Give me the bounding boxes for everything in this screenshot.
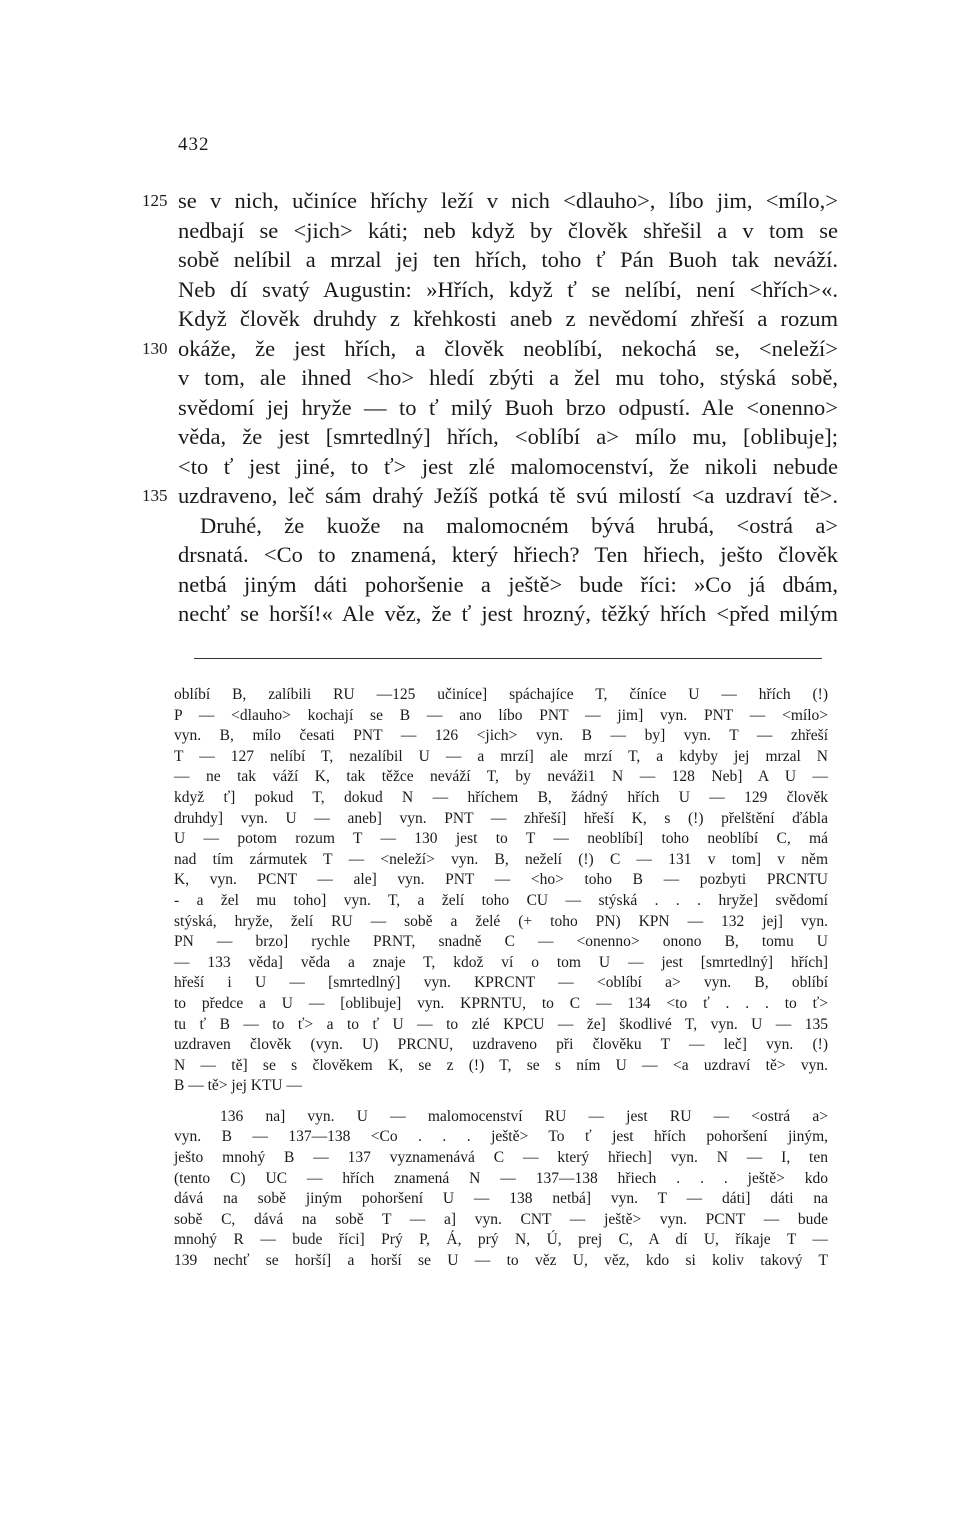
apparatus-line: — 133 věda] věda a znaje T, kdož ví o tom U — jest [smrtedlný] hřích] bbox=[174, 953, 828, 971]
apparatus-line: vyn. B — 137—138 <Co . . . ještě> To ť jest hřích pohoršení jiným, bbox=[174, 1128, 828, 1146]
line-text: věda, že jest [smrtedlný] hřích, <oblíbí a> mílo mu, [oblibuje]; bbox=[178, 424, 838, 449]
text-line bbox=[178, 570, 838, 600]
apparatus-line: — ne tak váží K, tak těžce neváží T, by neváži1 N — 128 Neb] A U — bbox=[174, 768, 828, 786]
line-text: svědomí jej hryže — to ť milý Buoh brzo odpustí. Ale <onenno> bbox=[178, 394, 838, 420]
line-text: netbá jiným dáti pohoršenie a ještě> bude říci: »Co já dbám, bbox=[178, 571, 838, 597]
apparatus-line: U — potom rozum T — 130 jest to T — neoblíbí] toho neoblíbí C, má bbox=[174, 830, 828, 848]
line-text: uzdraveno, leč sám drahý Ježíš potká tě svú milostí <a uzdraví tě>. bbox=[178, 483, 838, 508]
text-line bbox=[178, 275, 838, 305]
text-line bbox=[142, 334, 838, 364]
apparatus-line: když ť] pokud T, dokud N — hříchem B, žádný hřích U — 129 člověk bbox=[174, 788, 828, 806]
line-text: Druhé, že kuože na malomocném bývá hrubá, <ostrá a> bbox=[200, 512, 838, 538]
text-line bbox=[178, 216, 838, 246]
apparatus-line: to předce a U — [oblibuje] vyn. KPRNTU, to C — 134 <to ť . . . to ť> bbox=[174, 994, 828, 1012]
line-text: se v nich, učiníce hříchy leží v nich <dlauho>, líbo jim, <mílo,> bbox=[178, 188, 838, 213]
text-line bbox=[178, 452, 838, 482]
apparatus-line: T — 127 nelíbí T, nezalíbil U — a mrzí] ale mrzí T, a kdyby jej mrzal N bbox=[174, 747, 828, 765]
critical-apparatus bbox=[174, 685, 828, 1272]
line-text: Neb dí svatý Augustin: »Hřích, když ť se nelíbí, není <hřích>«. bbox=[178, 276, 838, 302]
line-text: v tom, ale ihned <ho> hledí zbýti a žel mu toho, stýská sobě, bbox=[178, 365, 838, 390]
text-line bbox=[178, 304, 838, 334]
line-text: <to ť jest jiné, to ť> jest zlé malomocenství, že nikoli nebude bbox=[178, 453, 838, 479]
apparatus-line: hřeší i U — [smrtedlný] vyn. KPRCNT — <oblíbí a> vyn. B, oblíbí bbox=[174, 974, 828, 992]
apparatus-line: ješto mnohý B — 137 vyznamenává C — který hřiech] vyn. N — I, ten bbox=[174, 1149, 828, 1167]
text-line bbox=[178, 363, 838, 393]
text-line bbox=[178, 422, 838, 452]
text-line bbox=[142, 481, 838, 511]
line-text: nedbají se <jich> káti; neb když by člověk shřešil a v tom se bbox=[178, 217, 838, 243]
line-text: nechť se horší!« Ale věz, že ť jest hrozný, těžký hřích <před milým bbox=[178, 601, 838, 626]
text-line bbox=[142, 186, 838, 216]
apparatus-line: K, vyn. PCNT — ale] vyn. PNT — <ho> toho B — pozbyti PRCNTU bbox=[174, 871, 828, 889]
apparatus-line: dává na sobě jiným pohoršení U — 138 netbá] vyn. T — dáti] dáti na bbox=[174, 1190, 828, 1208]
line-number: 135 bbox=[142, 486, 168, 505]
apparatus-line: (tento C) UC — hřích znamená N — 137—138 hřiech . . . ještě> kdo bbox=[174, 1169, 828, 1187]
line-number: 125 bbox=[142, 191, 168, 210]
text-line bbox=[178, 540, 838, 570]
line-text: drsnatá. <Co to znamená, který hřiech? Ten hřiech, ješto člověk bbox=[178, 542, 838, 567]
apparatus-line: nad tím zármutek T — <neleží> vyn. B, neželí (!) C — 131 v tom] v něm bbox=[174, 850, 828, 868]
apparatus-line: PN — brzo] rychle PRNT, snadně C — <onenno> onono B, tomu U bbox=[174, 933, 828, 951]
apparatus-line: 136 na] vyn. U — malomocenství RU — jest RU — <ostrá a> bbox=[220, 1107, 828, 1125]
apparatus-line: uzdraven člověk (vyn. U) PRCNU, uzdraveno při člověku T — leč] vyn. (!) bbox=[174, 1036, 828, 1054]
apparatus-line: mnohý R — bude říci] Prý P, Á, prý N, Ú, prej C, A dí U, říkaje T — bbox=[174, 1231, 828, 1249]
text-line bbox=[178, 393, 838, 423]
text-line bbox=[178, 511, 838, 541]
apparatus-line: druhdy] vyn. U — aneb] vyn. PNT — zhřeší] hřeší K, s (!) přelštění ďábla bbox=[174, 809, 828, 827]
apparatus-line: oblíbí B, zalíbili RU —125 učiníce] spáchajíce T, číníce U — hřích (!) bbox=[174, 686, 828, 703]
apparatus-line: tu ť B — to ť> a to ť U — to zlé KPCU — že] škodlivé T, vyn. U — 135 bbox=[174, 1015, 828, 1033]
apparatus-gap bbox=[174, 1097, 828, 1107]
apparatus-line: - a žel mu toho] vyn. T, a želí toho CU — stýská . . . hryže] svědomí bbox=[174, 891, 828, 909]
line-text: Když člověk druhdy z křehkosti aneb z nevědomí zhřeší a rozum bbox=[178, 306, 838, 331]
apparatus-line: 139 nechť se horší] a horší se U — to věz U, věz, kdo si koliv takový T bbox=[174, 1252, 828, 1270]
footnote-separator bbox=[194, 658, 822, 659]
page-number: 432 bbox=[178, 134, 210, 155]
text-line bbox=[178, 245, 838, 275]
apparatus-line: P — <dlauho> kochají se B — ano líbo PNT — jim] vyn. PNT — <mílo> bbox=[174, 706, 828, 724]
apparatus-line: vyn. B, mílo česati PNT — 126 <jich> vyn. B — by] vyn. T — zhřeší bbox=[174, 727, 828, 745]
line-text: okáže, že jest hřích, a člověk neoblíbí, nekochá se, <neleží> bbox=[178, 335, 838, 361]
apparatus-line: B — tě> jej KTU — bbox=[174, 1077, 302, 1095]
main-text bbox=[142, 186, 838, 629]
line-number: 130 bbox=[142, 338, 168, 358]
text-line bbox=[178, 599, 838, 629]
apparatus-line: stýská, hryže, želí RU — sobě a želé (+ toho PN) KPN — 132 jej] vyn. bbox=[174, 912, 828, 930]
apparatus-line: N — tě] se s člověkem K, se z (!) T, se s ním U — <a uzdraví tě> vyn. bbox=[174, 1056, 828, 1074]
line-text: sobě nelíbil a mrzal jej ten hřích, toho ť Pán Buoh tak neváží. bbox=[178, 247, 838, 272]
apparatus-line: sobě C, dává na sobě T — a] vyn. CNT — ještě> vyn. PCNT — bude bbox=[174, 1210, 828, 1228]
